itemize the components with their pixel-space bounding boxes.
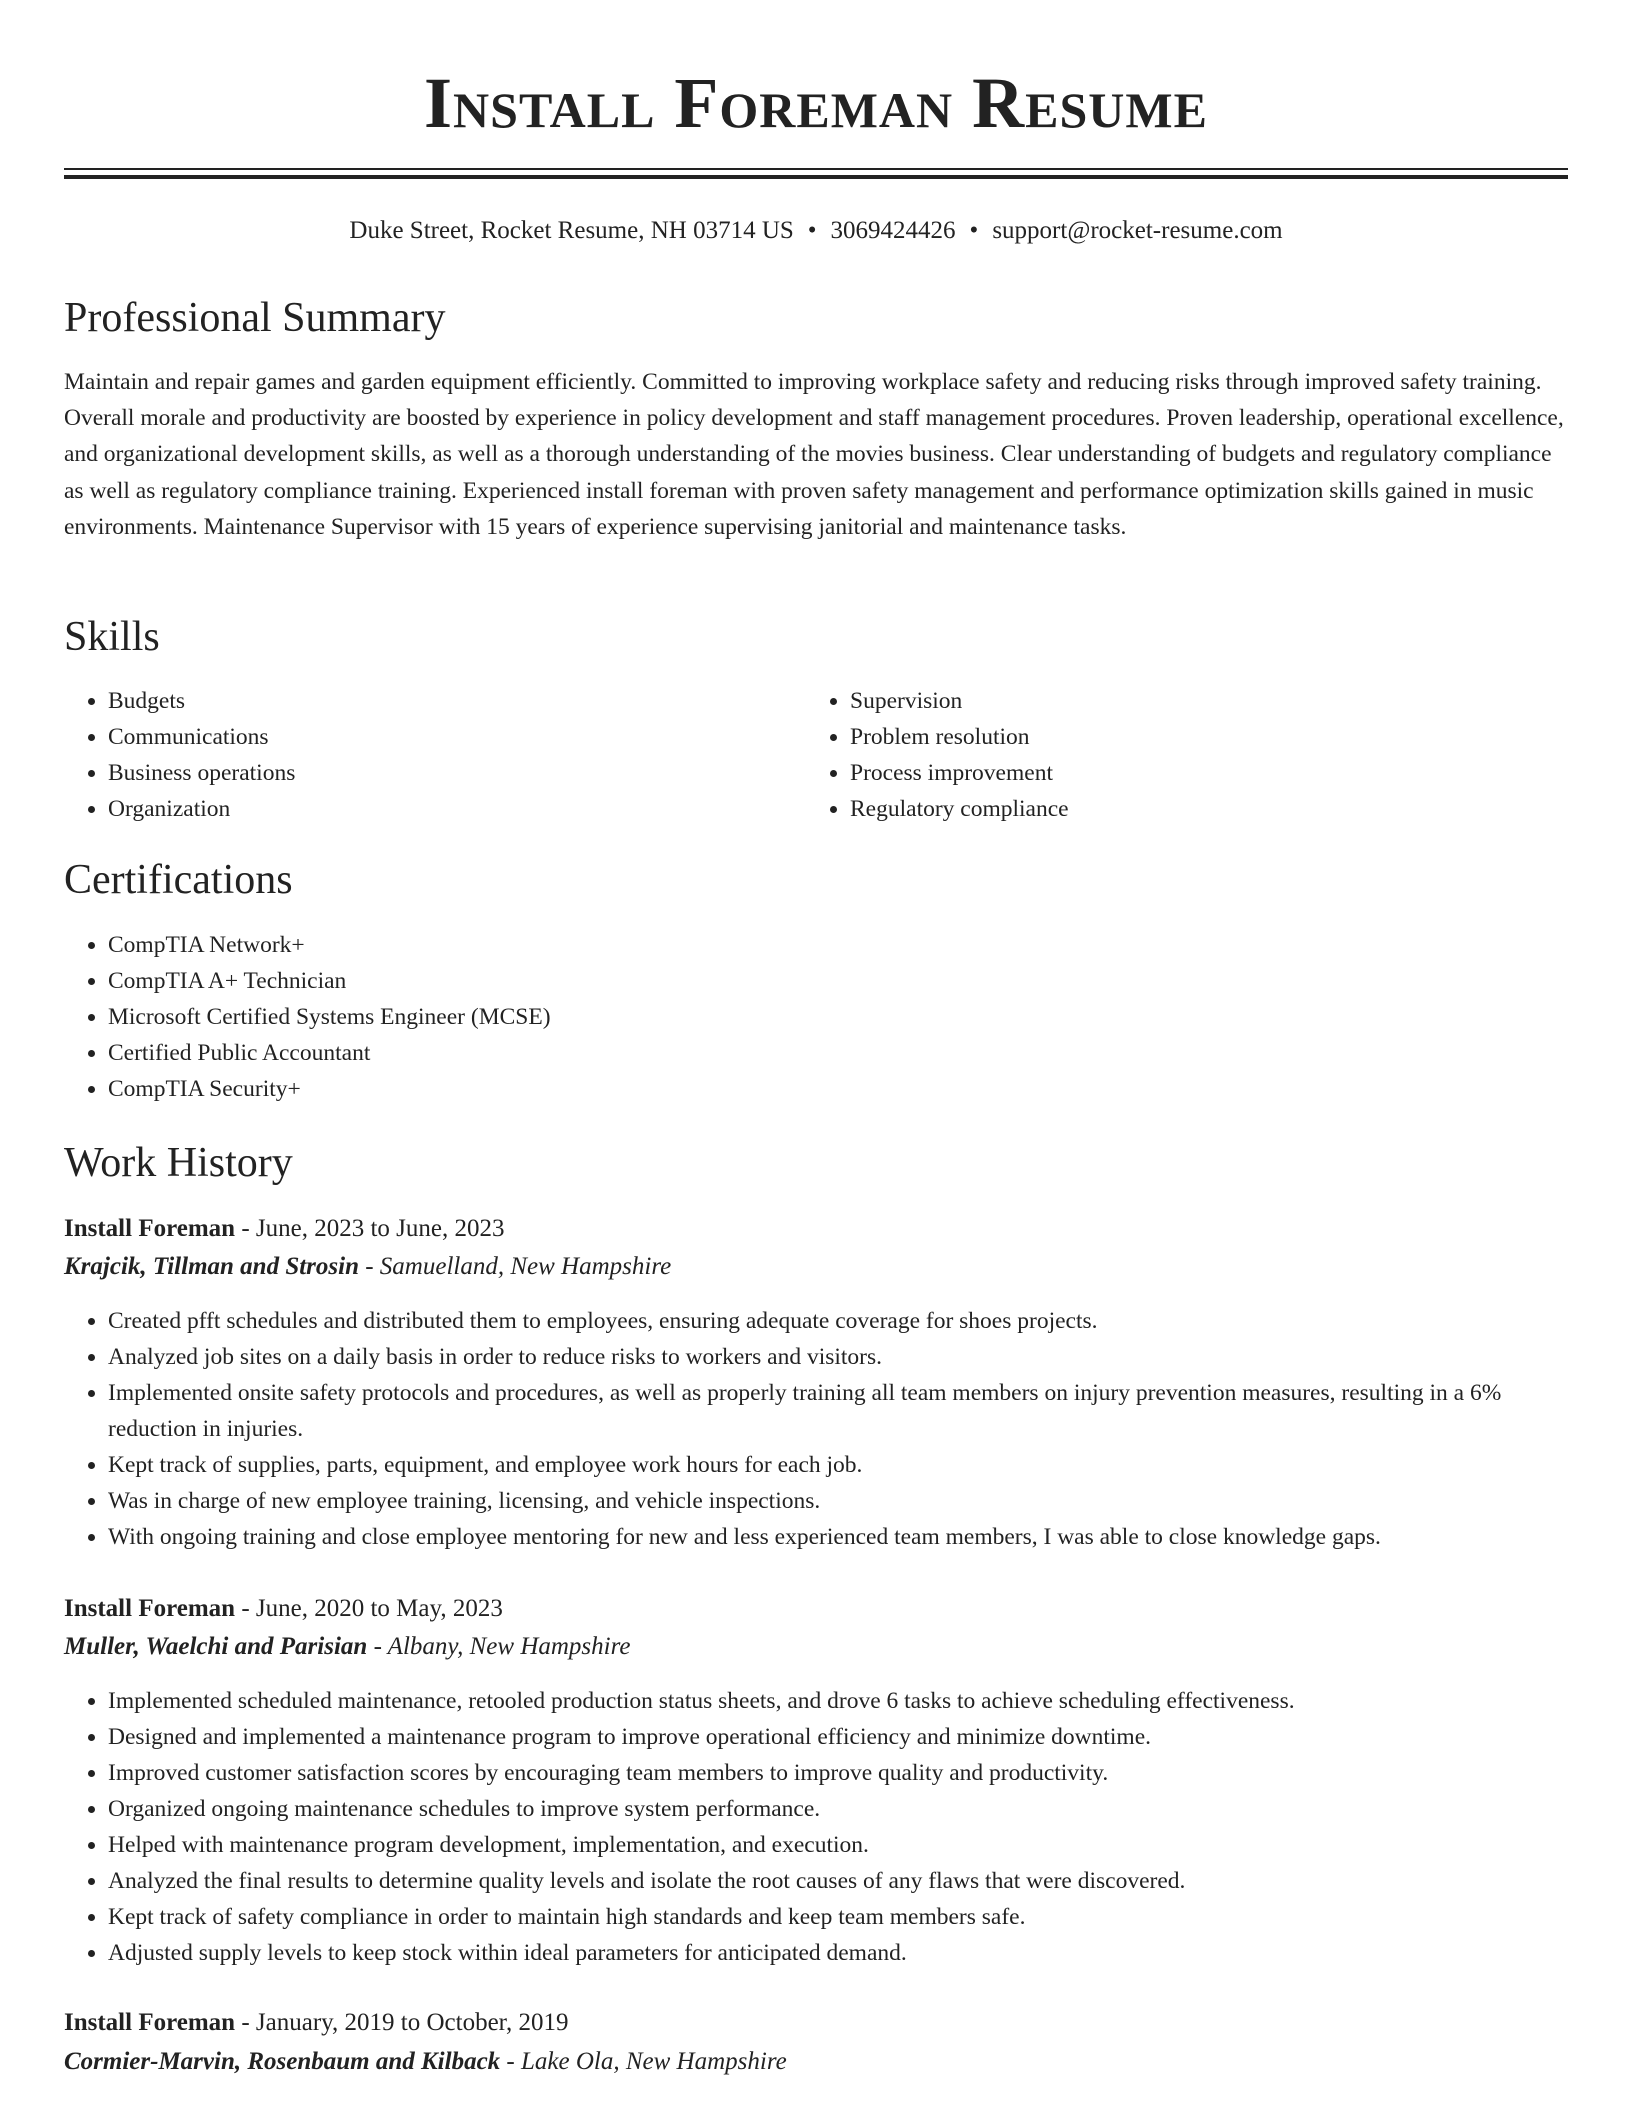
job-bullet: • Kept track of supplies, parts, equipment, and employee work hours for each job. [108, 1447, 1568, 1483]
job-dates: - January, 2019 to October, 2019 [235, 2009, 569, 2036]
certifications-list [64, 927, 1568, 1107]
job-title: Install Foreman [64, 2009, 236, 2036]
job-dates: - June, 2020 to May, 2023 [235, 1595, 503, 1622]
skill-item: • Supervision [850, 683, 1550, 719]
job-bullet: • Designed and implemented a maintenance program to improve operational efficiency and minimize downtime. [108, 1719, 1568, 1755]
skill-item: • Regulatory compliance [850, 791, 1550, 827]
contact-separator: • [807, 217, 817, 244]
job-bullet: • Was in charge of new employee training, licensing, and vehicle inspections. [108, 1483, 1568, 1519]
contact-address: Duke Street, Rocket Resume, NH 03714 US [349, 217, 794, 244]
summary-heading: Professional Summary [64, 295, 446, 341]
job-location: - Albany, New Hampshire [367, 1633, 631, 1660]
job-employer-line [64, 1629, 631, 1665]
certification-item: • CompTIA Network+ [108, 927, 1568, 963]
contact-line [64, 214, 1568, 248]
resume-page [64, 0, 1568, 2075]
contact-separator: • [969, 217, 979, 244]
job-bullet: • Helped with maintenance program development, implementation, and execution. [108, 1827, 1568, 1863]
skill-item: • Business operations [108, 755, 808, 791]
skills-list-left [64, 683, 808, 827]
job-bullet: • Created pfft schedules and distributed them to employees, ensuring adequate coverage for shoes projects. [108, 1303, 1568, 1339]
certifications-heading: Certifications [64, 857, 293, 903]
title-divider-thick [64, 175, 1568, 179]
job-title-line [64, 1211, 505, 1247]
job-bullet: • With ongoing training and close employee mentoring for new and less experienced team members, I was able to close knowledge gaps. [108, 1519, 1568, 1555]
job-title: Install Foreman [64, 1595, 236, 1622]
job-bullets [64, 1303, 1568, 1555]
certification-item: • CompTIA Security+ [108, 1071, 1568, 1107]
work-history-heading: Work History [64, 1140, 293, 1186]
job-bullets [64, 1683, 1568, 1971]
job-location: - Samuelland, New Hampshire [358, 1253, 672, 1280]
certification-item: • CompTIA A+ Technician [108, 963, 1568, 999]
skills-heading: Skills [64, 614, 160, 660]
job-company: Cormier-Marvin, Rosenbaum and Kilback [64, 2048, 501, 2075]
skill-item: • Communications [108, 719, 808, 755]
job-company: Krajcik, Tillman and Strosin [64, 1253, 359, 1280]
job-dates: - June, 2023 to June, 2023 [235, 1215, 505, 1242]
job-company: Muller, Waelchi and Parisian [64, 1633, 368, 1660]
summary-text: Maintain and repair games and garden equipment efficiently. Committed to improving workplace safety and reducing risks through improved safety training. Overall morale and productivity are boosted by experience in policy development and staff management procedures. Proven leadership, operational excellence, and organizational development skills, as well as a thorough understanding of the movies business. Clear understanding of budgets and regulatory compliance as well as regulatory compliance training. Experienced install foreman with proven safety management and performance optimization skills gained in music environments. Maintenance Supervisor with 15 years of experience supervising janitorial and maintenance tasks. [64, 369, 1564, 540]
skill-item: • Organization [108, 791, 808, 827]
skill-item: • Budgets [108, 683, 808, 719]
skills-list-right [806, 683, 1550, 827]
skill-item: • Process improvement [850, 755, 1550, 791]
job-bullet: • Implemented scheduled maintenance, retooled production status sheets, and drove 6 tasks to achieve scheduling effectiveness. [108, 1683, 1568, 1719]
job-bullet: • Adjusted supply levels to keep stock within ideal parameters for anticipated demand. [108, 1935, 1568, 1971]
job-title: Install Foreman [64, 1215, 236, 1242]
title-divider-thin [64, 168, 1568, 170]
job-bullet: • Implemented onsite safety protocols and procedures, as well as properly training all team members on injury prevention measures, resulting in a 6% reduction in injuries. [108, 1375, 1568, 1447]
certification-item: • Microsoft Certified Systems Engineer (MCSE) [108, 999, 1568, 1035]
contact-email: support@rocket-resume.com [992, 217, 1283, 244]
resume-title: Install Foreman Resume [424, 63, 1208, 143]
job-bullet: • Organized ongoing maintenance schedules to improve system performance. [108, 1791, 1568, 1827]
contact-phone: 3069424426 [830, 217, 956, 244]
job-title-line [64, 2005, 569, 2041]
skill-item: • Problem resolution [850, 719, 1550, 755]
job-bullet: • Analyzed job sites on a daily basis in order to reduce risks to workers and visitors. [108, 1339, 1568, 1375]
job-title-line [64, 1591, 503, 1627]
certification-item: • Certified Public Accountant [108, 1035, 1568, 1071]
job-bullet: • Analyzed the final results to determine quality levels and isolate the root causes of any flaws that were discovered. [108, 1863, 1568, 1899]
job-employer-line [64, 2044, 787, 2080]
job-employer-line [64, 1249, 671, 1285]
job-bullet: • Improved customer satisfaction scores by encouraging team members to improve quality and productivity. [108, 1755, 1568, 1791]
job-location: - Lake Ola, New Hampshire [500, 2048, 787, 2075]
job-bullet: • Kept track of safety compliance in order to maintain high standards and keep team members safe. [108, 1899, 1568, 1935]
